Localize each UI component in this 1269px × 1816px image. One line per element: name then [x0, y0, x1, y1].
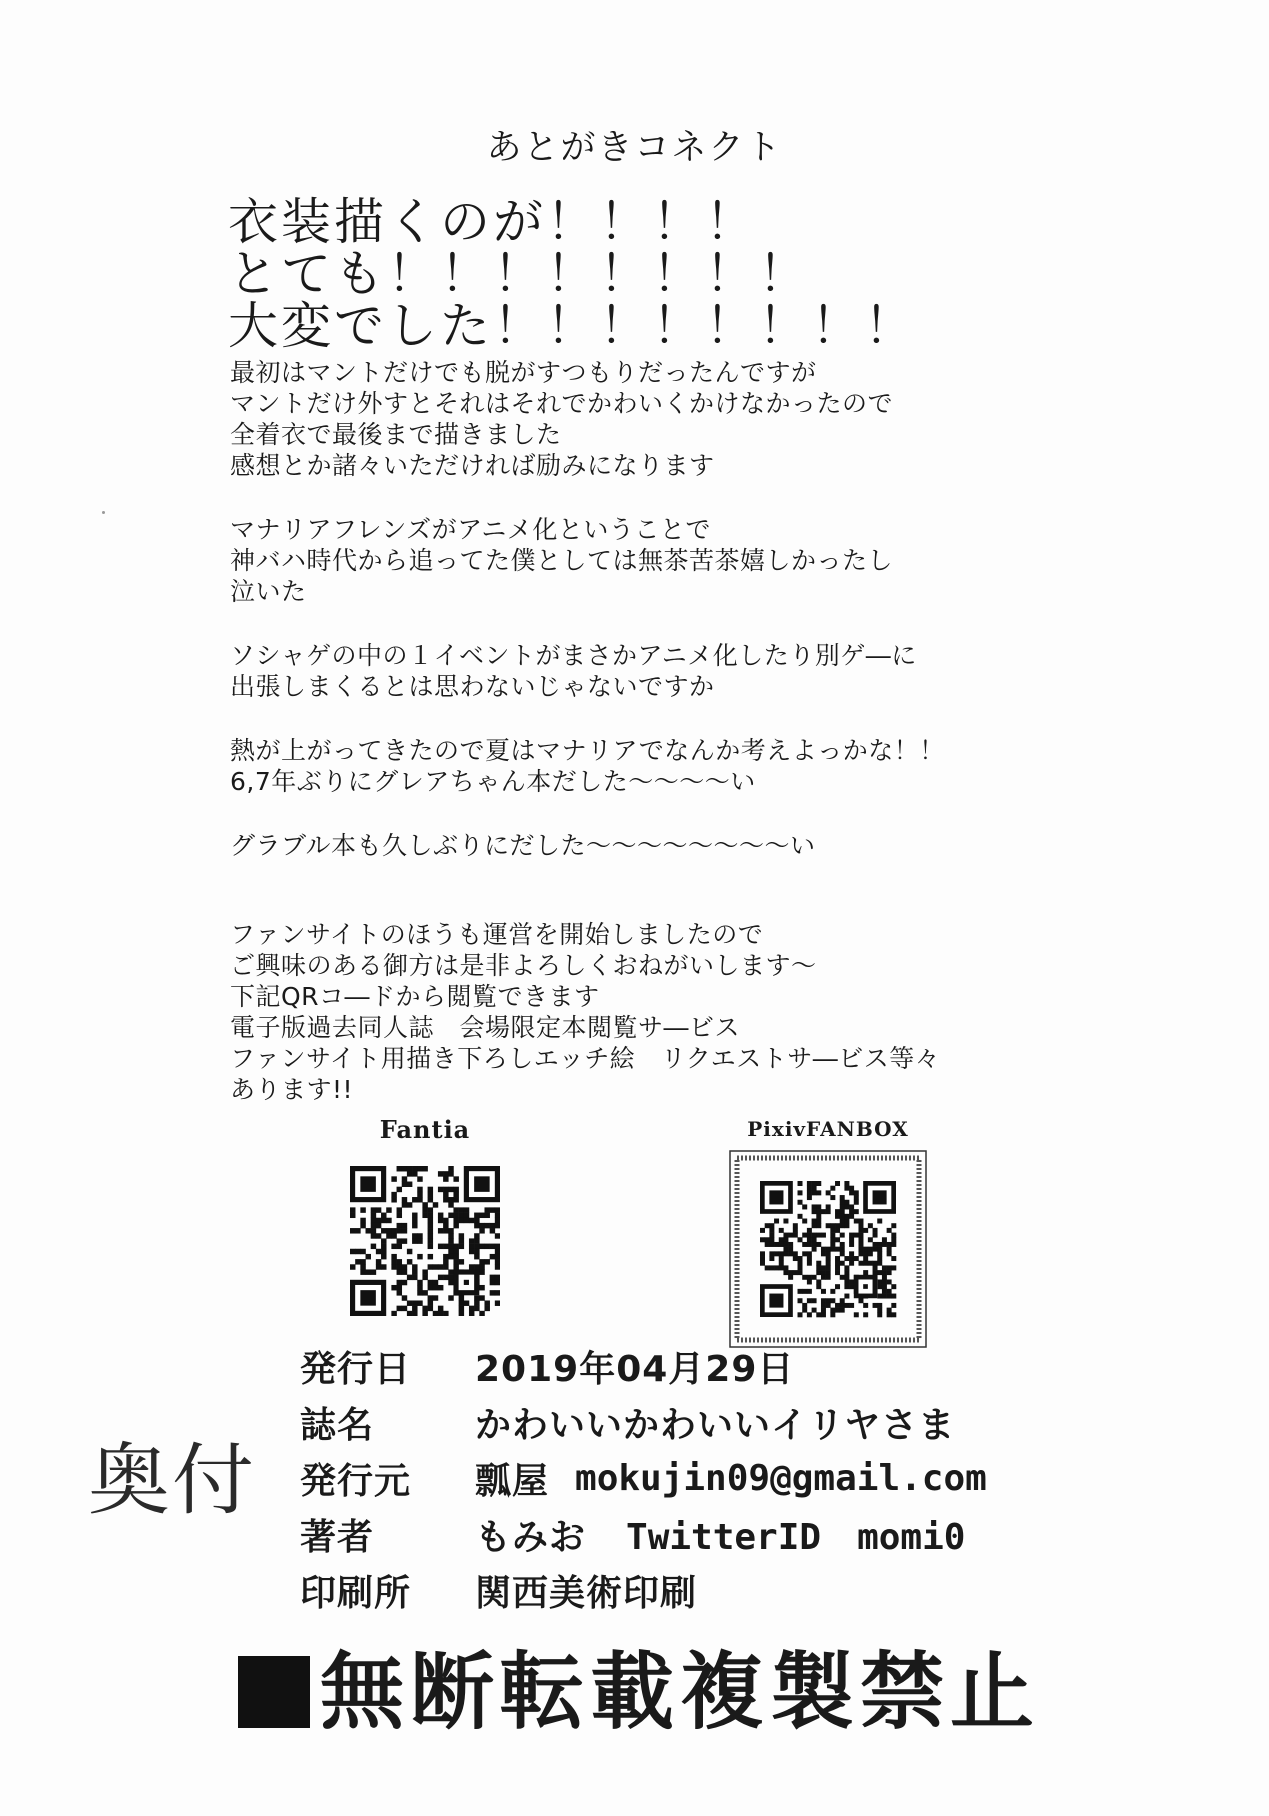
text-line: 6,7年ぶりにグレアちゃん本だした～～～～い: [230, 767, 756, 796]
paragraph: [230, 357, 945, 481]
author-twitter[interactable]: TwitterID momi0: [626, 1516, 966, 1558]
paragraph: [230, 919, 945, 1105]
text-line: グラブル本も久しぶりにだした～～～～～～～～い: [230, 831, 816, 860]
black-square-icon: [238, 1656, 310, 1728]
text-line: 感想とか諸々いただければ励みになります: [230, 451, 715, 480]
date-label: 発行日: [300, 1348, 412, 1390]
fantia-qr-block: [330, 1115, 520, 1316]
headline-line: 衣装描くのが！！！！: [228, 193, 758, 251]
paragraph: [230, 514, 945, 607]
text-line: マントだけ外すとそれはそれでかわいくかけなかったので: [230, 389, 894, 418]
fantia-qr-code-icon[interactable]: [350, 1166, 500, 1316]
publisher-label: 発行元: [300, 1460, 412, 1502]
colophon: [300, 1338, 987, 1618]
fanbox-qr-block: [718, 1117, 938, 1349]
name-label: 誌名: [300, 1404, 375, 1446]
text-line: ソシャゲの中の１イベントがまさかアニメ化したり別ゲ―に: [230, 641, 917, 670]
text-line: ご興味のある御方は是非よろしくおねがいします～: [230, 951, 817, 980]
headline-line: 大変でした！！！！！！！！: [228, 297, 917, 355]
colophon-row-name: [300, 1394, 987, 1450]
text-line: 泣いた: [230, 577, 307, 606]
text-line: 全着衣で最後まで描きました: [230, 420, 562, 449]
headline-line: とても！！！！！！！！: [228, 245, 811, 303]
headline-block: [228, 193, 917, 355]
text-line: 下記QRコ―ドから閲覧できます: [230, 982, 600, 1011]
publisher-name: 瓢屋: [475, 1460, 550, 1502]
text-line: マナリアフレンズがアニメ化ということで: [230, 515, 711, 544]
text-line: 出張しまくるとは思わないじゃないですか: [230, 672, 715, 701]
paragraph: [230, 640, 945, 702]
date-value: 2019年04月29日: [475, 1348, 795, 1390]
publisher-email[interactable]: mokujin09@gmail.com: [575, 1457, 987, 1499]
colophon-row-publisher: [300, 1450, 987, 1506]
colophon-row-printer: [300, 1562, 987, 1618]
colophon-heading: 奥付: [87, 1436, 257, 1526]
text-line: 電子版過去同人誌 会場限定本閲覧サ―ビス: [230, 1013, 741, 1042]
speck: [102, 511, 105, 514]
author-label: 著者: [300, 1516, 375, 1558]
warning-text: 無断転載複製禁止: [320, 1643, 1041, 1741]
fanbox-label: PixivFANBOX: [747, 1117, 909, 1141]
printer-label: 印刷所: [300, 1572, 412, 1614]
text-line: ファンサイト用描き下ろしエッチ絵 リクエストサ―ビス等々: [230, 1044, 941, 1073]
text-line: 熱が上がってきたので夏はマナリアでなんか考えよっかな！！: [230, 736, 945, 765]
text-line: 神バハ時代から追ってた僕としては無茶苦茶嬉しかったし: [230, 546, 894, 575]
page-title: あとがきコネクト: [486, 128, 783, 168]
text-line: 最初はマントだけでも脱がすつもりだったんですが: [230, 358, 817, 387]
name-value: かわいいかわいいイリヤさま: [475, 1404, 956, 1446]
fantia-label: Fantia: [379, 1115, 471, 1144]
text-line: ファンサイトのほうも運営を開始しましたので: [230, 920, 764, 949]
author-name: もみお: [475, 1516, 587, 1558]
paragraph: [230, 830, 945, 861]
colophon-row-date: [300, 1338, 987, 1394]
colophon-row-author: [300, 1506, 987, 1562]
printer-value: 関西美術印刷: [475, 1572, 698, 1614]
afterword-body: [230, 357, 945, 1105]
fanbox-qr-code-icon[interactable]: [728, 1149, 928, 1349]
paragraph: [230, 735, 945, 797]
no-reproduction-notice: [238, 1643, 1041, 1741]
text-line: あります!!: [230, 1075, 354, 1104]
